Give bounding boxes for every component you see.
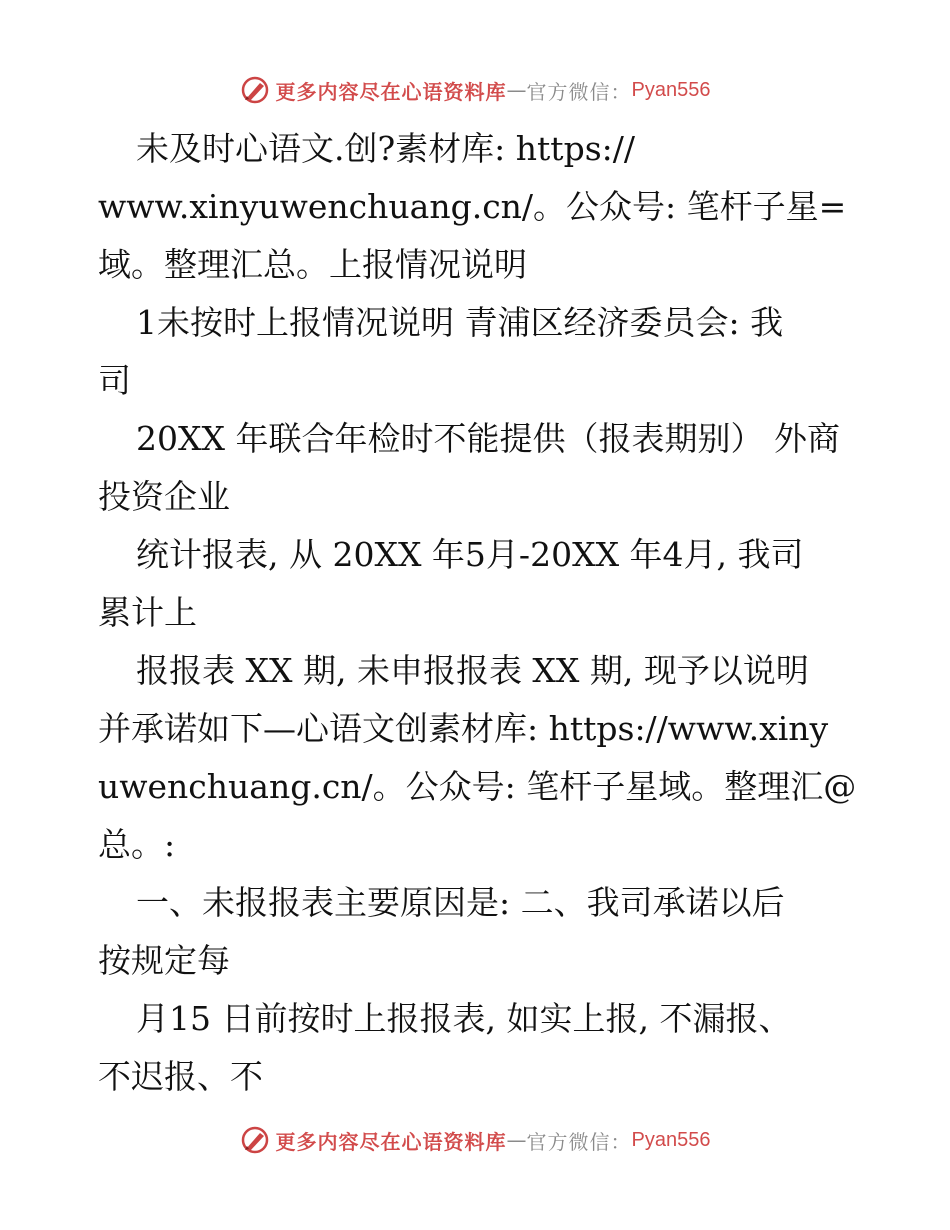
text-line: 域。整理汇总。上报情况说明: [98, 245, 527, 284]
text-line: 投资企业: [98, 477, 230, 516]
banner-brand: 更多内容尽在心语资料库: [275, 1129, 507, 1154]
text-line: 统计报表, 从 20XX 年5月-20XX 年4月, 我司: [136, 535, 804, 574]
text-line: 总。:: [98, 825, 176, 864]
document-body: [98, 120, 858, 1106]
banner-label: 官方微信：: [526, 1129, 632, 1154]
banner-handle: Pyan556: [631, 78, 711, 101]
text-line: 不迟报、不: [98, 1057, 263, 1096]
banner-separator: —: [506, 78, 527, 102]
text-line: 月15 日前按时上报报表, 如实上报, 不漏报、: [136, 999, 792, 1038]
text-line: 司: [98, 361, 131, 400]
banner-label: 官方微信：: [526, 79, 632, 104]
text-line: www.xinyuwenchuang.cn/。公众号: 笔杆子星=: [98, 187, 847, 226]
text-line: 未及时心语文.创?素材库: https://: [136, 129, 635, 168]
text-line: 20XX 年联合年检时不能提供（报表期别） 外商: [136, 419, 840, 458]
text-line: uwenchuang.cn/。公众号: 笔杆子星域。整理汇@: [98, 767, 857, 806]
pen-logo-icon: [240, 75, 270, 105]
text-line: 一、未报报表主要原因是: 二、我司承诺以后: [136, 883, 785, 922]
text-line: 按规定每: [98, 941, 230, 980]
pen-logo-icon: [240, 1125, 270, 1155]
text-line: 累计上: [98, 593, 197, 632]
header-banner: [0, 70, 950, 110]
banner-separator: —: [506, 1128, 527, 1152]
footer-banner: [0, 1120, 950, 1160]
text-line: 报报表 XX 期, 未申报报表 XX 期, 现予以说明: [136, 651, 809, 690]
text-line: 并承诺如下—心语文创素材库: https://www.xiny: [98, 709, 829, 748]
text-line: 1未按时上报情况说明 青浦区经济委员会: 我: [136, 303, 784, 342]
banner-brand: 更多内容尽在心语资料库: [275, 79, 507, 104]
banner-handle: Pyan556: [631, 1128, 711, 1151]
